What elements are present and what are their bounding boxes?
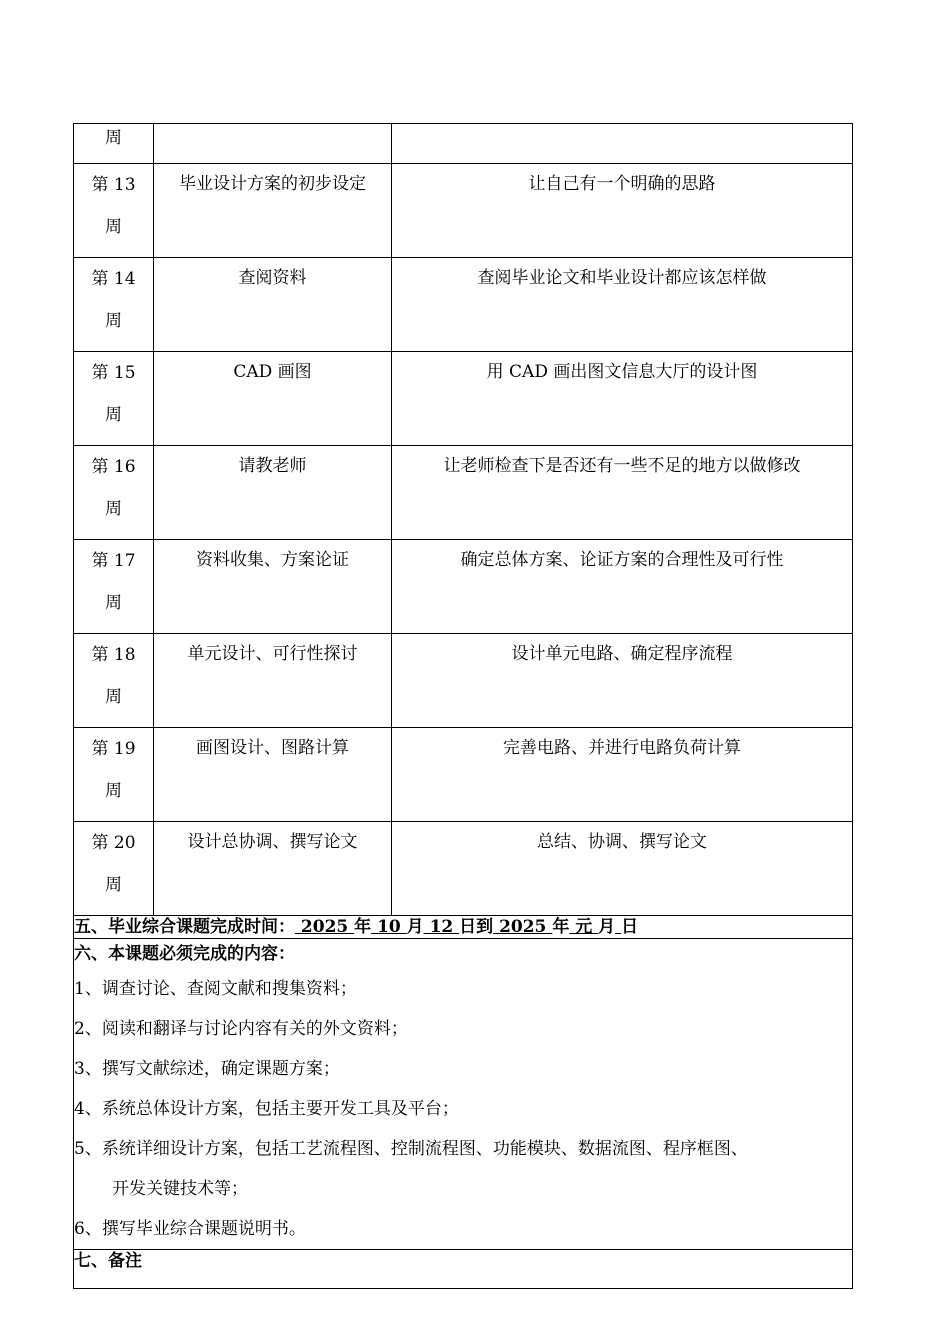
week-unit: 周 [105, 687, 122, 707]
week-unit: 周 [105, 499, 122, 519]
week-cell [74, 822, 154, 916]
requirement-cell: 查阅毕业论文和毕业设计都应该怎样做 [392, 258, 853, 352]
year-char: 年 [552, 917, 570, 937]
table-row [74, 634, 853, 728]
week-unit: 周 [105, 217, 122, 237]
week-number: 第 18 [91, 645, 136, 665]
week-unit: 周 [105, 875, 122, 895]
month-char: 月 [406, 917, 424, 937]
day-to: 日到 [459, 917, 494, 937]
table-row [74, 124, 853, 164]
day-char: 日 [621, 917, 639, 937]
start-day: 12 [423, 917, 460, 937]
week-cell [74, 258, 154, 352]
task-cell: 资料收集、方案论证 [154, 540, 392, 634]
list-item: 6、撰写毕业综合课题说明书。 [74, 1219, 306, 1239]
completion-time [74, 916, 853, 939]
task-cell: 毕业设计方案的初步设定 [154, 164, 392, 258]
task-cell: 画图设计、图路计算 [154, 728, 392, 822]
table-row [74, 164, 853, 258]
week-number: 第 20 [91, 833, 136, 853]
week-number: 第 19 [91, 739, 136, 759]
task-cell [154, 124, 392, 164]
task-cell: 查阅资料 [154, 258, 392, 352]
week-cell [74, 124, 154, 164]
table-row [74, 540, 853, 634]
week-cell [74, 540, 154, 634]
list-item: 1、调查讨论、查阅文献和搜集资料； [74, 979, 357, 999]
start-month: 10 [371, 917, 407, 937]
list-item: 3、撰写文献综述，确定课题方案； [74, 1059, 340, 1079]
contents-row [74, 939, 853, 1250]
requirement-cell: 完善电路、并进行电路负荷计算 [392, 728, 853, 822]
week-number: 第 17 [91, 551, 136, 571]
week-unit: 周 [105, 311, 122, 331]
start-year: 2025 [295, 917, 355, 937]
week-number: 第 15 [91, 363, 136, 383]
week-unit: 周 [105, 781, 122, 801]
week-cell [74, 352, 154, 446]
requirement-cell: 让自己有一个明确的思路 [392, 164, 853, 258]
requirement-cell: 总结、协调、撰写论文 [392, 822, 853, 916]
completion-row [74, 916, 853, 939]
requirement-cell [392, 124, 853, 164]
list-item: 5、系统详细设计方案，包括工艺流程图、控制流程图、功能模块、数据流图、程序框图、 [74, 1139, 748, 1159]
week-unit: 周 [105, 593, 122, 613]
week-cell [74, 634, 154, 728]
task-cell: CAD 画图 [154, 352, 392, 446]
required-contents [74, 939, 853, 1250]
week-unit: 周 [105, 405, 122, 425]
week-cell [74, 446, 154, 540]
list-item: 4、系统总体设计方案，包括主要开发工具及平台； [74, 1099, 459, 1119]
week-cell [74, 164, 154, 258]
week-cell [74, 728, 154, 822]
requirement-cell: 设计单元电路、确定程序流程 [392, 634, 853, 728]
year-char: 年 [354, 917, 372, 937]
requirement-cell: 确定总体方案、论证方案的合理性及可行性 [392, 540, 853, 634]
table-row [74, 352, 853, 446]
end-month: 元 [569, 917, 599, 937]
week-number: 第 13 [91, 175, 136, 195]
table-row [74, 728, 853, 822]
requirement-cell: 用 CAD 画出图文信息大厅的设计图 [392, 352, 853, 446]
remarks-row [74, 1250, 853, 1289]
task-cell: 设计总协调、撰写论文 [154, 822, 392, 916]
list-item-continuation: 开发关键技术等； [112, 1179, 248, 1199]
table-row [74, 258, 853, 352]
list-item: 2、阅读和翻译与讨论内容有关的外文资料； [74, 1019, 408, 1039]
contents-title: 六、本课题必须完成的内容： [74, 944, 295, 964]
completion-label: 五、毕业综合课题完成时间： [74, 917, 295, 937]
week-label: 周 [105, 128, 122, 148]
task-cell: 请教老师 [154, 446, 392, 540]
table-row [74, 446, 853, 540]
week-number: 第 14 [91, 269, 136, 289]
plan-table [73, 123, 853, 1289]
remarks-title: 七、备注 [74, 1250, 853, 1289]
table-row [74, 822, 853, 916]
end-year: 2025 [493, 917, 553, 937]
task-cell: 单元设计、可行性探讨 [154, 634, 392, 728]
week-number: 第 16 [91, 457, 136, 477]
month-char: 月 [598, 917, 616, 937]
requirement-cell: 让老师检查下是否还有一些不足的地方以做修改 [392, 446, 853, 540]
